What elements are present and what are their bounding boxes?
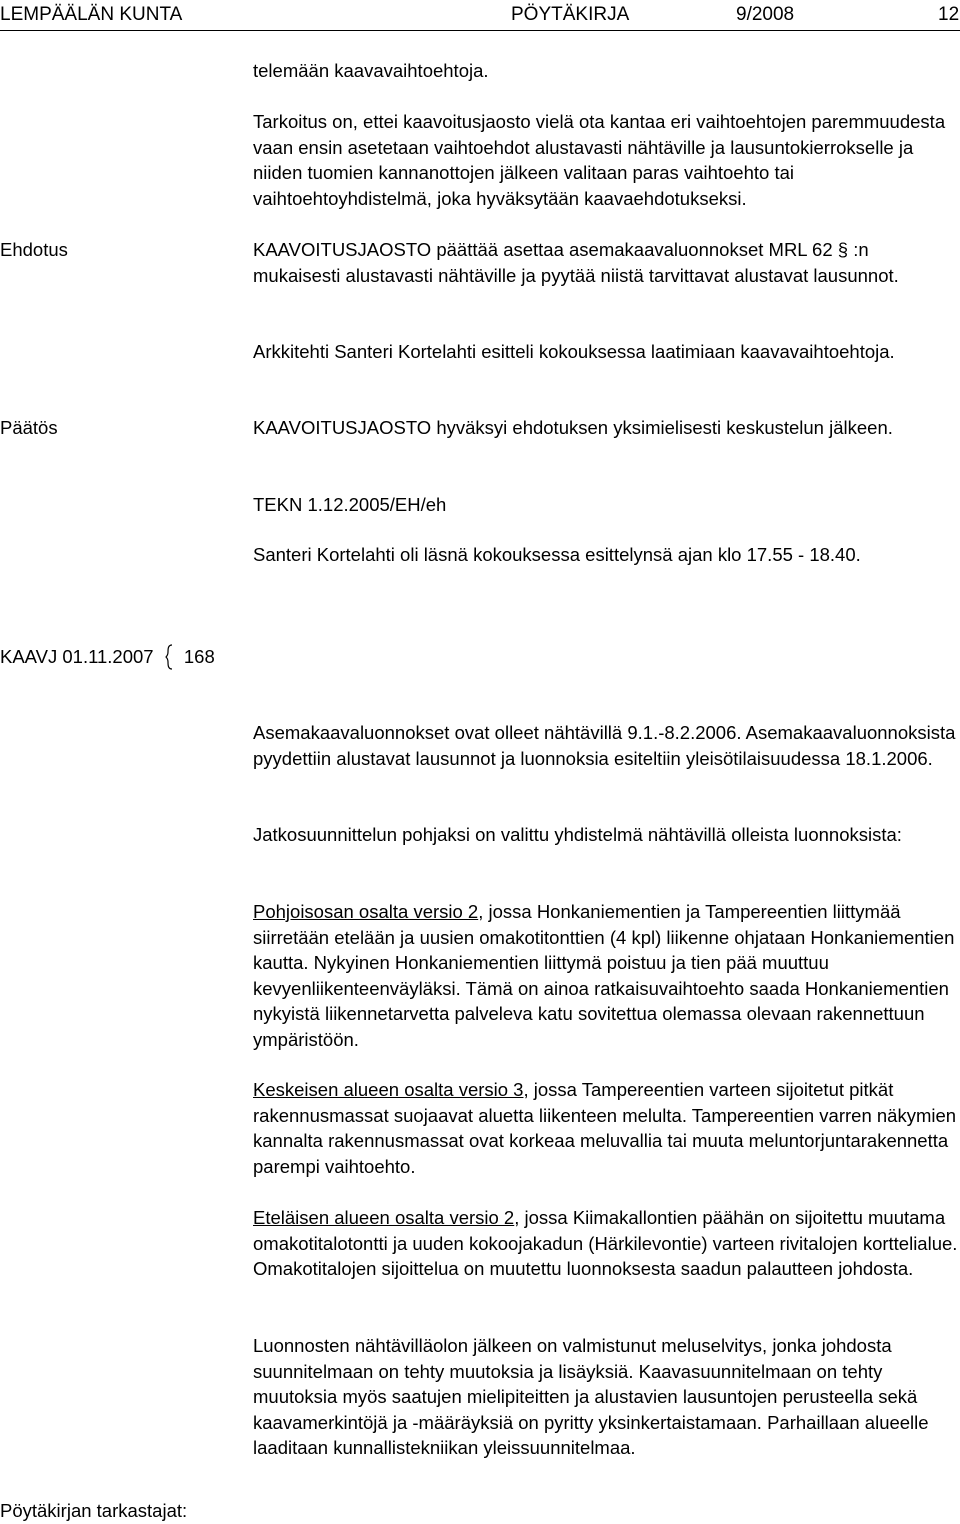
page-header <box>0 4 960 30</box>
proposal-text: KAAVOITUSJAOSTO päättää asettaa asemakaavaluonnokset MRL 62 § :n mukaisesti alustavasti nähtäville ja pyytää niistä tarvittavat alustavat lausunnot. <box>253 239 899 286</box>
central-version-paragraph: Keskeisen alueen osalta versio 3, jossa Tampereentien varteen sijoitetut pitkät rakennusmassat suojaavat aluetta liikenteen melulta. Tampereentien varren näkymien kannalta rakennusmassat ovat korkeaa meluvallia tai muuta meluntorjuntarakennetta parempi vaihtoehto. <box>253 1079 957 1177</box>
intro-purpose: Tarkoitus on, ettei kaavoitusjaosto vielä ota kantaa eri vaihtoehtojen paremmuudesta vaan ensin asetetaan vaihtoehdot alustavasti nähtäville ja lausuntokierrokselle ja niiden tuomien kannanottojen jälkeen valitaan paras vaihtoehto tai vaihtoehtoyhdistelmä, joka hyväksytään kaavaehdotukseksi. <box>253 111 946 209</box>
section-number: 168 <box>183 646 215 667</box>
document-number: 9/2008 <box>736 4 795 25</box>
presentation-text: Arkkitehti Santeri Kortelahti esitteli kokouksessa laatimiaan kaavavaihtoehtoja. <box>253 341 895 362</box>
final-paragraph: Luonnosten nähtävilläolon jälkeen on valmistunut meluselvitys, jonka johdosta suunnitelmaan on tehty muutoksia ja lisäyksiä. Kaavasuunnitelmaan on tehty muutoksia myös saatujen mielipiteitten ja alustavien lausuntojen perusteella sekä kaavamerkintöjä ja -määräyksiä on pyritty yksinkertaistamaan. Parhaillaan alueelle laaditaan kunnallistekniikan yleissuunnitelmaa. <box>253 1335 929 1459</box>
south-version-paragraph: Eteläisen alueen osalta versio 2, jossa Kiimakallontien päähän on sijoitettu muutama omakotitalotontti ja uuden kokoojakadun (Härkilevontie) varteen rivitalojen korttelialue. Omakotitalojen sijoittelua on muutettu luonnoksesta saadun palautteen johdosta. <box>253 1207 958 1280</box>
south-version-title: Eteläisen alueen osalta versio 2 <box>253 1207 515 1228</box>
meeting-paragraph-2: Jatkosuunnittelun pohjaksi on valittu yhdistelmä nähtävillä olleista luonnoksista: <box>253 824 902 845</box>
section-mark-icon <box>159 644 179 670</box>
intro-continuation: telemään kaavavaihtoehtoja. <box>253 60 489 81</box>
meeting-paragraph-1: Asemakaavaluonnokset ovat olleet nähtävillä 9.1.-8.2.2006. Asemakaavaluonnoksista pyydettiin alustavat lausunnot ja luonnoksia esiteltiin yleisötilaisuudessa 18.1.2006. <box>253 722 956 769</box>
document-type: PÖYTÄKIRJA <box>511 4 630 25</box>
reviewers-label: Pöytäkirjan tarkastajat: <box>0 1500 188 1521</box>
decision-label: Päätös <box>0 417 58 438</box>
meeting-label: KAAVJ 01.11.2007 168 <box>0 644 215 670</box>
attendance-note: Santeri Kortelahti oli läsnä kokouksessa esittelynsä ajan klo 17.55 - 18.40. <box>253 544 861 565</box>
central-version-title: Keskeisen alueen osalta versio 3 <box>253 1079 524 1100</box>
decision-reference: TEKN 1.12.2005/EH/eh <box>253 494 447 515</box>
north-version-title: Pohjoisosan osalta versio 2 <box>253 901 479 922</box>
north-version-paragraph: Pohjoisosan osalta versio 2, jossa Honkaniementien ja Tampereentien liittymää siirretään etelään ja uusien omakotitonttien (4 kpl) liikenne ohjataan Honkaniementien kautta. Nykyinen Honkaniementien liittymä poistuu ja tien pää muuttuu kevyenliikenteenväyläksi. Tämä on ainoa ratkaisuvaihtoehto saada Honkaniementien nykyistä liikennetarvetta palveleva katu sovitettua olemassa olevaan rakennettuun ympäristöön. <box>253 901 955 1050</box>
page-number: 12 <box>938 4 960 25</box>
decision-text: KAAVOITUSJAOSTO hyväksyi ehdotuksen yksimielisesti keskustelun jälkeen. <box>253 417 893 438</box>
header-divider <box>0 30 960 31</box>
proposal-label: Ehdotus <box>0 239 68 260</box>
municipality-name: LEMPÄÄLÄN KUNTA <box>0 4 183 25</box>
